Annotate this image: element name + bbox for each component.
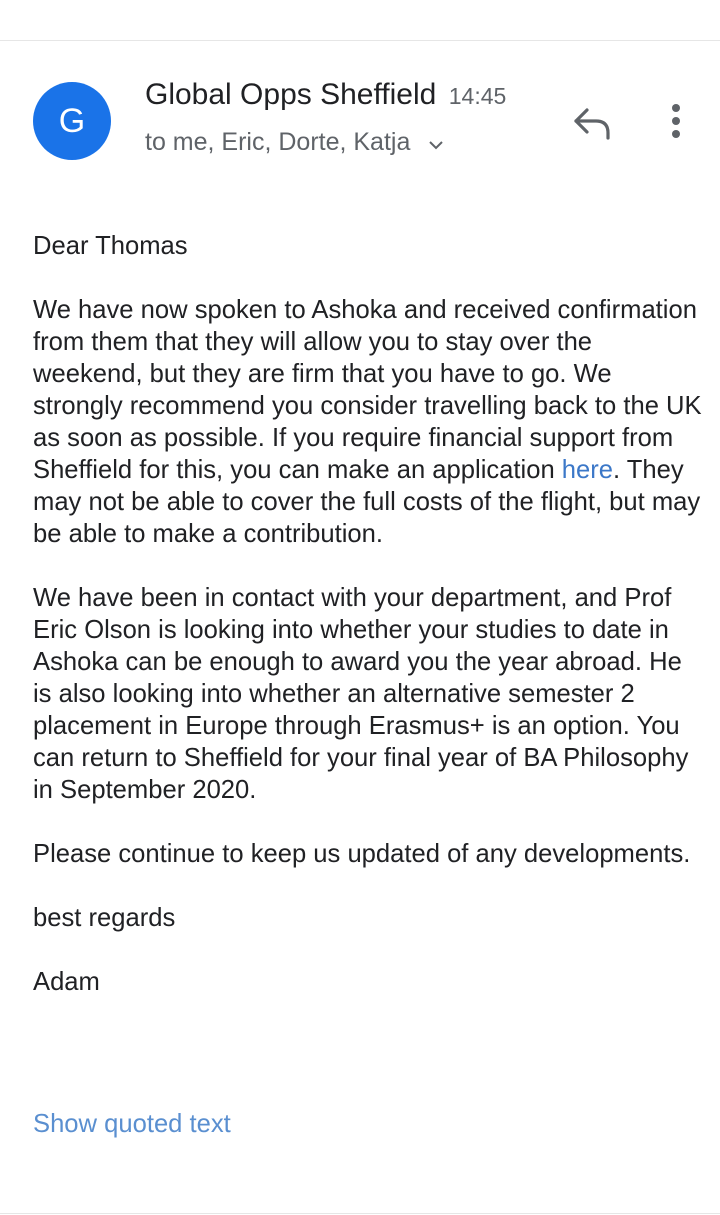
reply-icon[interactable] (570, 104, 614, 144)
paragraph-1-text: We have now spoken to Ashoka and received confirmation from them that they will allow you to stay over the weekend, but they are firm that you have to go. We strongly recommend you consider travelling back to the UK as soon as possible. If you require financial support from Sheffield for this, you can make an application (33, 296, 702, 484)
sender-name[interactable]: Global Opps Sheffield (145, 78, 437, 111)
paragraph-1 (33, 294, 705, 550)
show-quoted-text-link[interactable]: Show quoted text (33, 1110, 231, 1138)
message-time: 14:45 (448, 83, 507, 109)
greeting: Dear Thomas (33, 232, 188, 260)
paragraph-3: Please continue to keep us updated of any developments. (33, 840, 691, 868)
more-vert-icon[interactable] (662, 100, 690, 144)
message-body (33, 230, 705, 1030)
recipients-text: to me, Eric, Dorte, Katja (145, 128, 411, 156)
paragraph-2: We have been in contact with your department, and Prof Eric Olson is looking into whether your studies to date in Ashoka can be enough to award you the year abroad. He is also looking into whether an alternative semester 2 placement in Europe through Erasmus+ is an option. You can return to Sheffield for your final year of BA Philosophy in September 2020. (33, 584, 689, 804)
application-link[interactable]: here (561, 456, 614, 484)
bottom-divider (0, 1213, 720, 1214)
recipients-toggle[interactable] (145, 128, 445, 158)
paragraph-1-tail: . They may not be able to cover the full costs of the flight, but may be able to make a contribution. (33, 456, 701, 548)
signature: Adam (33, 968, 100, 996)
top-divider (0, 40, 720, 41)
sender-line (145, 78, 506, 112)
avatar[interactable]: G (33, 82, 111, 160)
signoff: best regards (33, 904, 176, 932)
chevron-down-icon[interactable] (427, 129, 445, 158)
